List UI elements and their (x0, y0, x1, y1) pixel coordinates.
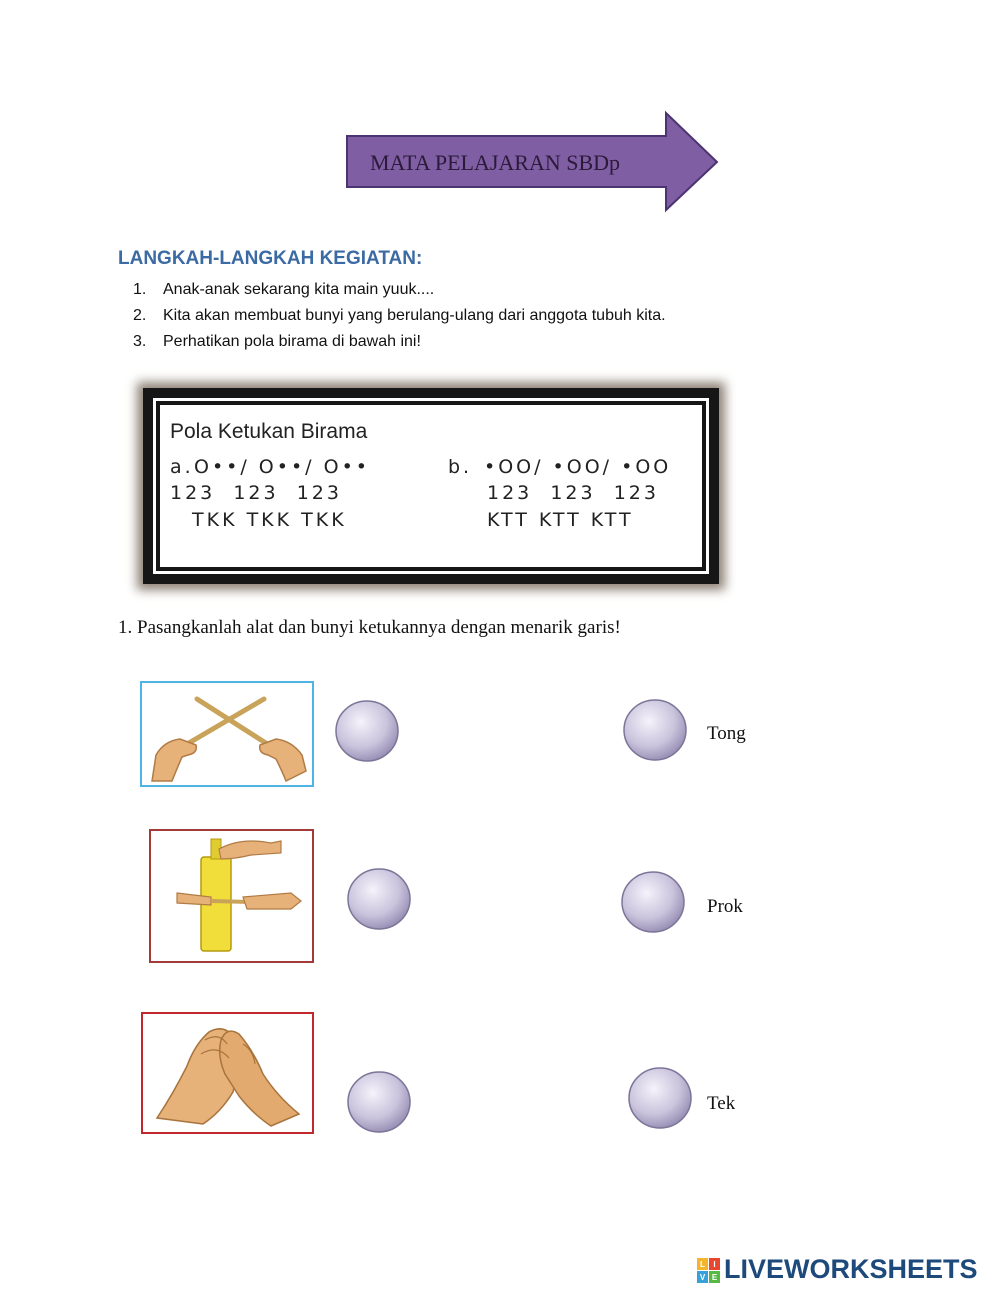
pattern-a-label: a. (170, 456, 194, 478)
picture-bamboo-tube (149, 829, 314, 963)
match-dot-right-3[interactable] (627, 1065, 695, 1133)
rhythm-title: Pola Ketukan Birama (170, 420, 368, 443)
logo-letter: I (713, 1260, 716, 1269)
step-text: Anak-anak sekarang kita main yuuk.... (163, 281, 435, 298)
liveworksheets-logo-icon (697, 1258, 721, 1284)
footer-brand[interactable]: LIVEWORKSHEETS (724, 1254, 978, 1284)
picture-drumsticks (140, 681, 314, 787)
step-item (133, 333, 421, 351)
pattern-a-beats: O••/ O••/ O•• (194, 456, 370, 478)
sound-label-tong: Tong (707, 723, 746, 744)
pattern-b-beats: •OO/ •OO/ •OO (484, 456, 672, 478)
match-dot-left-3[interactable] (346, 1069, 414, 1137)
question-text: 1. Pasangkanlah alat dan bunyi ketukannya dengan menarik garis! (118, 617, 621, 638)
logo-letter: L (700, 1260, 705, 1269)
drumsticks-icon (142, 683, 312, 785)
logo-letter: E (711, 1273, 718, 1282)
step-item (133, 307, 666, 325)
pattern-b-counts: 123 123 123 (487, 482, 659, 504)
pattern-b-label: b. (448, 456, 473, 478)
subject-title: MATA PELAJARAN SBDp (370, 150, 621, 175)
bamboo-tube-icon (151, 831, 312, 961)
match-dot-right-1[interactable] (622, 697, 690, 765)
sound-label-prok: Prok (707, 896, 743, 917)
match-dot-right-2[interactable] (620, 869, 688, 937)
step-item (133, 281, 434, 299)
picture-clapping-hands (141, 1012, 314, 1134)
match-dot-left-2[interactable] (346, 866, 414, 934)
clapping-hands-icon (143, 1014, 312, 1132)
steps-heading: LANGKAH-LANGKAH KEGIATAN: (118, 248, 423, 269)
pattern-a-counts: 123 123 123 (170, 482, 342, 504)
logo-letter: V (699, 1273, 706, 1282)
sound-label-tek: Tek (707, 1093, 736, 1114)
step-number: 1. (133, 281, 147, 298)
match-dot-left-1[interactable] (334, 698, 402, 766)
step-text: Kita akan membuat bunyi yang berulang-ulang dari anggota tubuh kita. (163, 307, 666, 324)
step-number: 2. (133, 307, 147, 324)
step-number: 3. (133, 333, 147, 350)
pattern-a-sounds: TKK TKK TKK (192, 509, 347, 531)
step-text: Perhatikan pola birama di bawah ini! (163, 333, 421, 350)
pattern-b-sounds: KTT KTT KTT (487, 509, 634, 531)
